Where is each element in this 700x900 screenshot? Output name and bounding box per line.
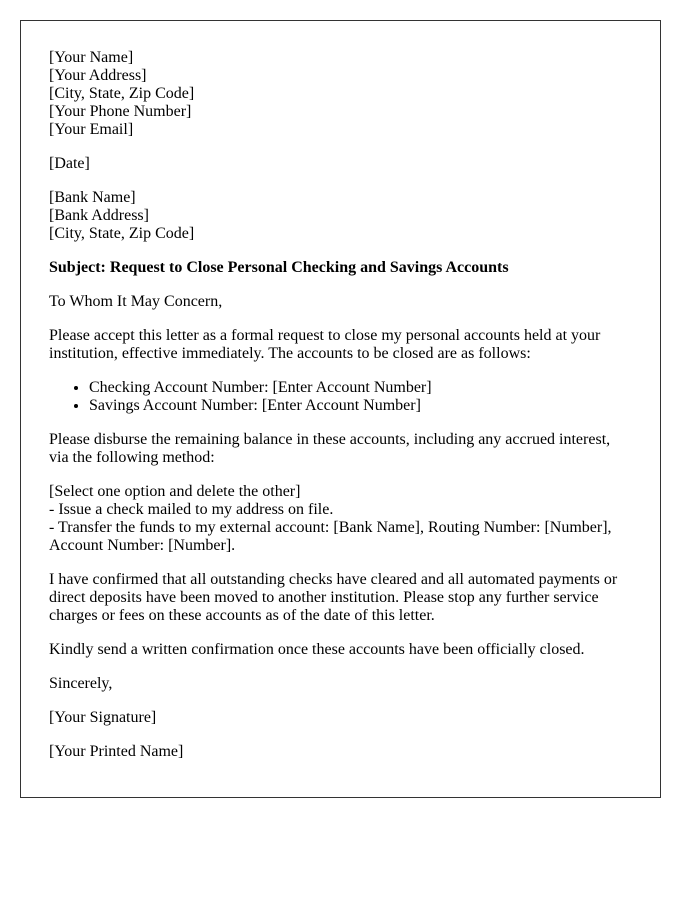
list-item: • Checking Account Number: [Enter Account Number] bbox=[89, 379, 632, 397]
bank-name: [Bank Name] bbox=[49, 189, 136, 206]
sender-name: [Your Name] bbox=[49, 49, 134, 66]
subject-line: Subject: Request to Close Personal Checking and Savings Accounts bbox=[49, 259, 509, 276]
option-instruction: [Select one option and delete the other] bbox=[49, 483, 301, 500]
bank-city: [City, State, Zip Code] bbox=[49, 225, 195, 242]
options-block bbox=[49, 483, 632, 555]
closing: Sincerely, bbox=[49, 675, 113, 692]
printed-name: [Your Printed Name] bbox=[49, 743, 184, 760]
salutation: To Whom It May Concern, bbox=[49, 293, 223, 310]
signature: [Your Signature] bbox=[49, 709, 157, 726]
sender-city: [City, State, Zip Code] bbox=[49, 85, 195, 102]
letter bbox=[20, 20, 661, 798]
intro-paragraph: Please accept this letter as a formal request to close my personal accounts held at your institution, effective immediately. The accounts to be closed are as follows: bbox=[49, 327, 601, 362]
sender-email: [Your Email] bbox=[49, 121, 134, 138]
account-list bbox=[49, 379, 632, 415]
request-paragraph: Kindly send a written confirmation once these accounts have been officially closed. bbox=[49, 641, 585, 658]
sender-phone: [Your Phone Number] bbox=[49, 103, 192, 120]
disburse-paragraph: Please disburse the remaining balance in these accounts, including any accrued interest, via the following method: bbox=[49, 431, 611, 466]
confirm-paragraph: I have confirmed that all outstanding checks have cleared and all automated payments or direct deposits have been moved to another institution. Please stop any further service charges or fees on these accounts as of the date of this letter. bbox=[49, 571, 618, 624]
sender-address: [Your Address] bbox=[49, 67, 147, 84]
option-check: - Issue a check mailed to my address on file. bbox=[49, 501, 334, 518]
recipient-block bbox=[49, 189, 632, 243]
date: [Date] bbox=[49, 155, 90, 172]
sender-block bbox=[49, 49, 632, 139]
bank-address: [Bank Address] bbox=[49, 207, 149, 224]
list-item: • Savings Account Number: [Enter Account Number] bbox=[89, 397, 632, 415]
option-transfer: - Transfer the funds to my external account: [Bank Name], Routing Number: [Number], Account Number: [Number]. bbox=[49, 519, 612, 554]
